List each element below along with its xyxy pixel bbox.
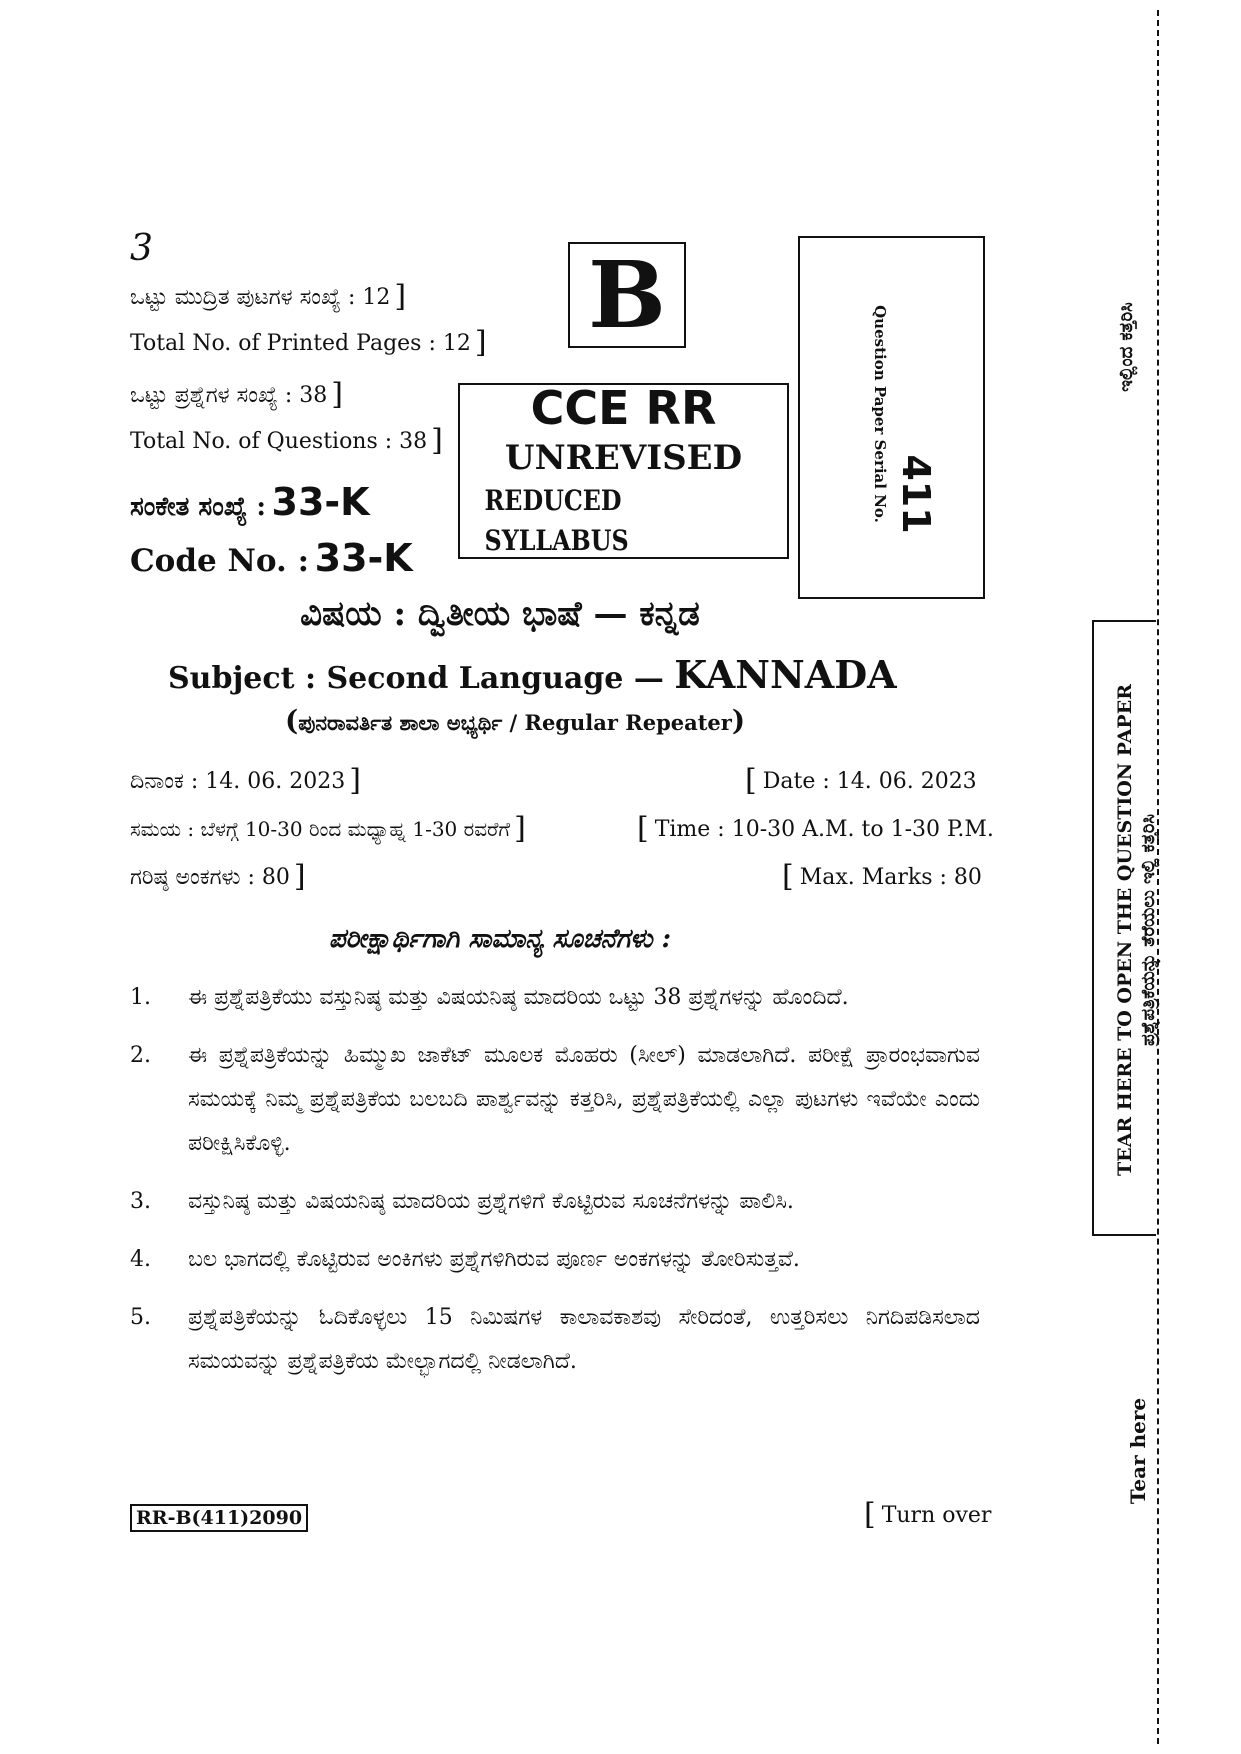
instruction-item: 2. ಈ ಪ್ರಶ್ನೆಪತ್ರಿಕೆಯನ್ನು ಹಿಮ್ಮುಖ ಜಾಕೆಟ್ ಮೂಲಕ ಮೊಹರು (ಸೀಲ್) ಮಾಡಲಾಗಿದೆ. ಪರೀಕ್ಷೆ ಪ್ರಾರಂಭವಾಗುವ ಸಮಯಕ್ಕೆ ನಿಮ್ಮ ಪ್ರಶ್ನೆಪತ್ರಿಕೆಯ ಬಲಬದಿ ಪಾರ್ಶ್ವವನ್ನು ಕತ್ತರಿಸಿ, ಪ್ರಶ್ನೆಪತ್ರಿಕೆಯಲ್ಲಿ ಎಲ್ಲಾ ಪುಟಗಳು ಇವೆಯೇ ಎಂದು ಪರೀಕ್ಷಿಸಿಕೊಳ್ಳಿ. bbox=[130, 1043, 980, 1156]
instruction-item: 3. ವಸ್ತುನಿಷ್ಠ ಮತ್ತು ವಿಷಯನಿಷ್ಠ ಮಾದರಿಯ ಪ್ರಶ್ನೆಗಳಿಗೆ ಕೊಟ್ಟಿರುವ ಸೂಚನೆಗಳನ್ನು ಪಾಲಿಸಿ. bbox=[130, 1189, 794, 1214]
tear-open-box bbox=[1092, 620, 1159, 1236]
page-number: 3 bbox=[130, 228, 153, 269]
date-kn: ದಿನಾಂಕ : 14. 06. 2023 ] bbox=[130, 763, 361, 798]
questions-kn: ಒಟ್ಟು ಪ್ರಶ್ನೆಗಳ ಸಂಖ್ಯೆ : 38 ] bbox=[130, 377, 344, 412]
exam-type-box bbox=[458, 383, 789, 559]
serial-number-label: Question Paper Serial No. bbox=[871, 305, 889, 523]
subject-kn: ವಿಷಯ : ದ್ವಿತೀಯ ಭಾಷೆ — ಕನ್ನಡ bbox=[300, 594, 700, 634]
variant-letter: B bbox=[588, 241, 666, 349]
questions-en: Total No. of Questions : 38 ] bbox=[130, 423, 443, 458]
tear-open-en: TEAR HERE TO OPEN THE QUESTION PAPER bbox=[1114, 684, 1136, 1176]
tear-here-label: Tear here bbox=[1126, 1397, 1150, 1505]
exam-type-line2: UNREVISED bbox=[504, 438, 743, 478]
code-en: Code No. : 33-K bbox=[130, 536, 413, 580]
instruction-item: 5. ಪ್ರಶ್ನೆಪತ್ರಿಕೆಯನ್ನು ಓದಿಕೊಳ್ಳಲು 15 ನಿಮಿಷಗಳ ಕಾಲಾವಕಾಶವು ಸೇರಿದಂತೆ, ಉತ್ತರಿಸಲು ನಿಗದಿಪಡಿಸಲಾದ ಸಮಯವನ್ನು ಪ್ರಶ್ನೆಪತ್ರಿಕೆಯ ಮೇಲ್ಭಾಗದಲ್ಲಿ ನೀಡಲಾಗಿದೆ. bbox=[130, 1305, 980, 1374]
printed-pages-en: Total No. of Printed Pages : 12 ] bbox=[130, 325, 487, 360]
instructions-list bbox=[130, 976, 980, 1398]
time-kn: ಸಮಯ : ಬೆಳಗ್ಗೆ 10-30 ರಿಂದ ಮಧ್ಯಾಹ್ನ 1-30 ರವರೆಗೆ ] bbox=[130, 811, 526, 846]
tear-open-kn: ಪ್ರಶ್ನೆಪತ್ರಿಕೆಯನ್ನು ತೆರೆಯಲು ಇಲ್ಲಿ ಕತ್ತರಿಸಿ bbox=[1138, 814, 1159, 1046]
footer-code: RR-B(411)2090 bbox=[130, 1504, 308, 1532]
candidate-type: (ಪುನರಾವರ್ತಿತ ಶಾಲಾ ಅಭ್ಯರ್ಥಿ / Regular Repeater) bbox=[285, 704, 746, 737]
code-kn: ಸಂಕೇತ ಸಂಖ್ಯೆ : 33-K bbox=[130, 480, 370, 524]
variant-box bbox=[568, 242, 686, 348]
serial-number-value: 411 bbox=[894, 454, 938, 534]
marks-en: [ Max. Marks : 80 bbox=[782, 859, 982, 894]
serial-number-box bbox=[798, 236, 985, 599]
date-en: [ Date : 14. 06. 2023 bbox=[745, 763, 977, 798]
exam-type-line1: CCE RR bbox=[530, 381, 717, 435]
subject-en: Subject : Second Language — KANNADA bbox=[168, 652, 897, 697]
instructions-title: ಪರೀಕ್ಷಾರ್ಥಿಗಾಗಿ ಸಾಮಾನ್ಯ ಸೂಚನೆಗಳು : bbox=[328, 924, 672, 954]
exam-type-line3: REDUCED SYLLABUS bbox=[484, 484, 629, 557]
cut-here-label: ಇಲ್ಲಿಂದ ಕತ್ತರಿಸಿ bbox=[1116, 302, 1137, 392]
printed-pages-kn: ಒಟ್ಟು ಮುದ್ರಿತ ಪುಟಗಳ ಸಂಖ್ಯೆ : 12 ] bbox=[130, 279, 407, 314]
marks-kn: ಗರಿಷ್ಠ ಅಂಕಗಳು : 80 ] bbox=[130, 859, 306, 894]
instruction-item: 1. ಈ ಪ್ರಶ್ನೆಪತ್ರಿಕೆಯು ವಸ್ತುನಿಷ್ಠ ಮತ್ತು ವಿಷಯನಿಷ್ಠ ಮಾದರಿಯ ಒಟ್ಟು 38 ಪ್ರಶ್ನೆಗಳನ್ನು ಹೊಂದಿದೆ. bbox=[130, 985, 849, 1010]
turn-over: [ Turn over bbox=[864, 1497, 992, 1532]
time-en: [ Time : 10-30 A.M. to 1-30 P.M. bbox=[637, 811, 994, 846]
instruction-item: 4. ಬಲ ಭಾಗದಲ್ಲಿ ಕೊಟ್ಟಿರುವ ಅಂಕಿಗಳು ಪ್ರಶ್ನೆಗಳಿಗಿರುವ ಪೂರ್ಣ ಅಂಕಗಳನ್ನು ತೋರಿಸುತ್ತವೆ. bbox=[130, 1247, 800, 1272]
